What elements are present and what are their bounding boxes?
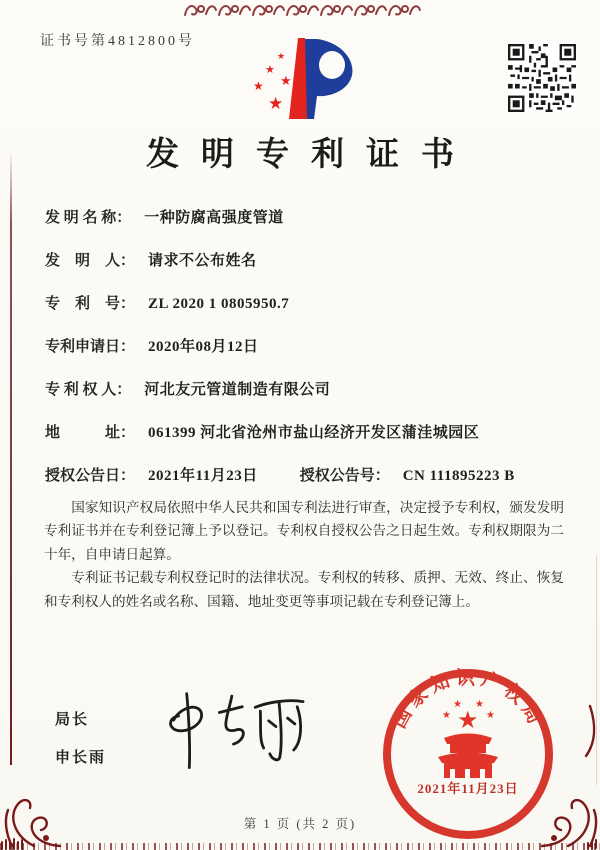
seal-date: 2021年11月23日 [417, 781, 519, 796]
logo-red-wedge [289, 38, 307, 119]
svg-text:★: ★ [265, 63, 275, 76]
grant-number-label: 授权公告号： [299, 468, 390, 484]
legal-paragraph-1: 国家知识产权局依照中华人民共和国专利法进行审查，决定授予专利权，颁发发明专利证书并在专利登记簿上予以登记。专利权自授权公告之日起生效。专利权期限为二十年，自申请日起算。 [44, 500, 564, 562]
field-list [45, 206, 570, 507]
field-row-address [45, 421, 570, 443]
handwritten-signature [148, 686, 323, 774]
field-row-patent-number [45, 292, 570, 314]
field-row-filing-date [45, 335, 570, 357]
svg-text:★: ★ [486, 710, 495, 721]
field-row-inventor [45, 249, 570, 271]
page-number: 第 1 页 (共 2 页) [243, 817, 357, 831]
field-value: 061399 河北省沧州市盐山经济开发区蒲洼城园区 [148, 425, 480, 441]
cnipa-logo-icon [243, 34, 358, 126]
field-label: 专 利 号： [45, 296, 136, 312]
logo-blue-p [302, 39, 352, 119]
svg-text:★: ★ [457, 706, 479, 734]
qr-code [508, 44, 576, 112]
field-label: 发 明 人： [45, 253, 136, 269]
bottom-left-corner-ornament [0, 754, 64, 850]
field-label: 地 址： [45, 425, 136, 441]
field-label: 发 明 名 称： [45, 210, 132, 226]
grant-date-value: 2021年11月23日 [148, 468, 258, 484]
svg-text:★: ★ [253, 79, 264, 93]
svg-text:★: ★ [475, 699, 484, 710]
certificate-title: 发明专利证书 [146, 137, 476, 173]
grant-number-value: CN 111895223 B [402, 468, 515, 484]
certificate-number: 证书号第4812800号 [40, 34, 195, 49]
field-row-patentee [45, 378, 570, 400]
svg-text:★: ★ [442, 710, 451, 721]
seal-org-text: 国家知识产权局 [388, 668, 548, 732]
field-row-grant [45, 464, 570, 486]
svg-text:★: ★ [280, 74, 292, 89]
commissioner-role: 局长 [55, 712, 90, 728]
seal-national-emblem [438, 699, 498, 778]
bottom-fringe-border [0, 843, 600, 850]
field-value: 请求不公布姓名 [148, 253, 257, 269]
field-value: 一种防腐高强度管道 [144, 210, 284, 226]
commissioner-name: 申长雨 [55, 750, 107, 766]
field-value: 河北友元管道制造有限公司 [144, 382, 331, 398]
svg-text:★: ★ [268, 94, 284, 114]
field-value: ZL 2020 1 0805950.7 [148, 296, 290, 312]
bottom-right-corner-ornament [538, 698, 600, 850]
logo-stars [253, 52, 292, 114]
svg-text:★: ★ [277, 52, 286, 62]
legal-text-block [44, 496, 564, 613]
legal-paragraph-2: 专利证书记载专利权登记时的法律状况。专利权的转移、质押、无效、终止、恢复和专利权人的姓名或名称、国籍、地址变更等事项记载在专利登记簿上。 [44, 570, 564, 609]
field-value: 2020年08月12日 [148, 339, 259, 355]
svg-text:★: ★ [453, 699, 462, 710]
field-row-invention-name [45, 206, 570, 228]
top-ornament-border [183, 0, 423, 17]
left-frame-line [10, 150, 12, 765]
grant-number-pair [300, 464, 515, 485]
field-label: 专 利 权 人： [45, 382, 132, 398]
grant-date-label: 授权公告日： [45, 468, 136, 484]
field-label: 专利申请日： [45, 339, 136, 355]
